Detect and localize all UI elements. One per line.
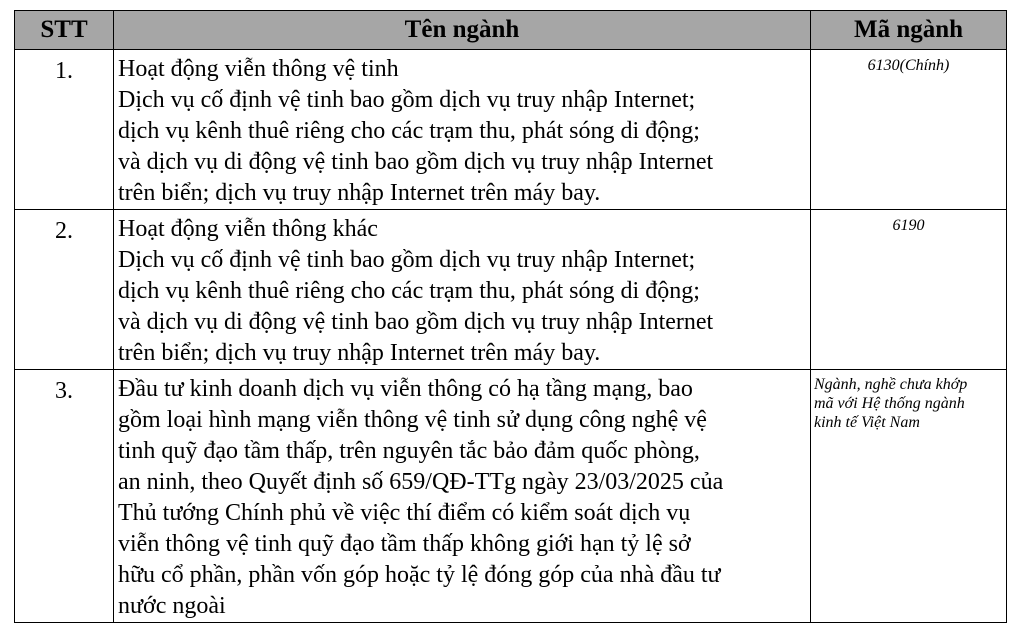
row-name-line: tinh quỹ đạo tầm thấp, trên nguyên tắc bảo đảm quốc phòng,	[118, 438, 700, 464]
row-name-line: trên biển; dịch vụ truy nhập Internet trên máy bay.	[118, 340, 601, 366]
row-name-line: và dịch vụ di động vệ tinh bao gồm dịch vụ truy nhập Internet	[118, 149, 714, 175]
row-name-line: an ninh, theo Quyết định số 659/QĐ-TTg ngày 23/03/2025 của	[118, 469, 724, 495]
header-code: Mã ngành	[811, 11, 1007, 50]
row-name-line: Đầu tư kinh doanh dịch vụ viễn thông có hạ tầng mạng, bao	[118, 376, 693, 402]
row-stt: 2.	[15, 210, 114, 370]
row-name	[114, 370, 811, 623]
row-name-line: dịch vụ kênh thuê riêng cho các trạm thu, phát sóng di động;	[118, 278, 700, 304]
row-code-note-line: mã với Hệ thống ngành	[814, 395, 965, 412]
business-lines-table-container	[14, 10, 1006, 623]
row-name-line: dịch vụ kênh thuê riêng cho các trạm thu, phát sóng di động;	[118, 118, 700, 144]
row-name	[114, 50, 811, 210]
table-row	[15, 50, 1007, 210]
row-code: 6130(Chính)	[811, 50, 1007, 210]
table-header-row	[15, 11, 1007, 50]
row-name-line: Hoạt động viễn thông vệ tinh	[118, 56, 399, 82]
header-name: Tên ngành	[114, 11, 811, 50]
row-name-line: Hoạt động viễn thông khác	[118, 216, 378, 242]
row-code-note-line: Ngành, nghề chưa khớp	[814, 376, 968, 393]
row-name-line: Dịch vụ cố định vệ tinh bao gồm dịch vụ truy nhập Internet;	[118, 87, 696, 113]
row-code: 6190	[811, 210, 1007, 370]
row-code-note-line: kinh tế Việt Nam	[814, 414, 920, 431]
row-name-line: trên biển; dịch vụ truy nhập Internet trên máy bay.	[118, 180, 601, 206]
table-row	[15, 370, 1007, 623]
row-name	[114, 210, 811, 370]
row-stt: 1.	[15, 50, 114, 210]
row-name-line: gồm loại hình mạng viễn thông vệ tinh sử dụng công nghệ vệ	[118, 407, 707, 433]
table-row	[15, 210, 1007, 370]
business-lines-table	[14, 10, 1007, 623]
row-name-line: nước ngoài	[118, 593, 226, 619]
row-stt: 3.	[15, 370, 114, 623]
row-code-note	[811, 370, 1007, 623]
row-name-line: viễn thông vệ tinh quỹ đạo tầm thấp không giới hạn tỷ lệ sở	[118, 531, 691, 557]
row-name-line: và dịch vụ di động vệ tinh bao gồm dịch vụ truy nhập Internet	[118, 309, 714, 335]
header-stt: STT	[15, 11, 114, 50]
row-name-line: Thủ tướng Chính phủ về việc thí điểm có kiểm soát dịch vụ	[118, 500, 691, 526]
row-name-line: hữu cổ phần, phần vốn góp hoặc tỷ lệ đóng góp của nhà đầu tư	[118, 562, 721, 588]
row-name-line: Dịch vụ cố định vệ tinh bao gồm dịch vụ truy nhập Internet;	[118, 247, 696, 273]
